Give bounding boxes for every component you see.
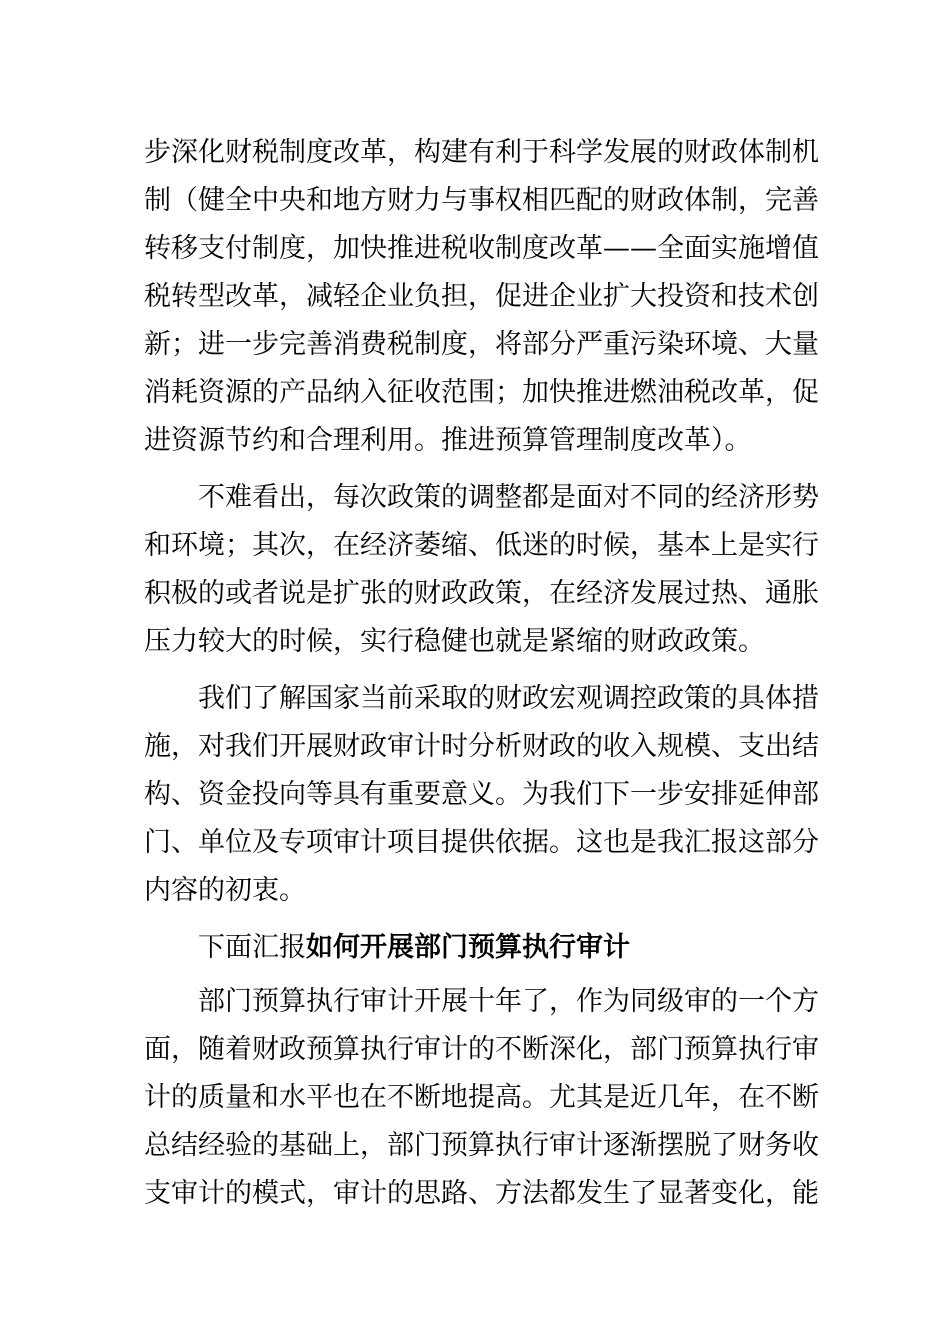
text-line: 面，随着财政预算执行审计的不断深化，部门预算执行审 [144,1034,819,1065]
heading-bold-title: 如何开展部门预算执行审计 [306,932,630,963]
text-line: 总结经验的基础上，部门预算执行审计逐渐摆脱了财务收 [144,1130,819,1161]
text-line: 消耗资源的产品纳入征收范围；加快推进燃油税改革，促 [144,377,819,408]
text-line: 步深化财税制度改革，构建有利于科学发展的财政体制机 [144,137,819,168]
text-line: 施，对我们开展财政审计时分析财政的收入规模、支出结 [144,731,819,762]
text-line: 门、单位及专项审计项目提供依据。这也是我汇报这部分 [144,827,819,858]
text-line: 新；进一步完善消费税制度，将部分严重污染环境、大量 [144,329,819,360]
text-line: 内容的初衷。 [144,875,306,906]
text-line: 进资源节约和合理利用。推进预算管理制度改革）。 [144,425,752,456]
text-line: 税转型改革，减轻企业负担，促进企业扩大投资和技术创 [144,281,819,312]
heading-prefix: 下面汇报 [198,932,306,963]
text-line: 转移支付制度，加快推进税收制度改革——全面实施增值 [144,233,819,264]
text-line: 和环境；其次，在经济萎缩、低迷的时候，基本上是实行 [144,530,819,561]
text-line: 不难看出，每次政策的调整都是面对不同的经济形势 [198,482,819,513]
text-line: 制（健全中央和地方财力与事权相匹配的财政体制，完善 [144,185,819,216]
text-line: 支审计的模式，审计的思路、方法都发生了显著变化，能 [144,1178,819,1209]
text-line: 压力较大的时候，实行稳健也就是紧缩的财政政策。 [144,626,765,657]
text-line: 构、资金投向等具有重要意义。为我们下一步安排延伸部 [144,779,819,810]
text-line: 积极的或者说是扩张的财政政策，在经济发展过热、通胀 [144,578,819,609]
section-heading [198,930,808,966]
text-line: 计的质量和水平也在不断地提高。尤其是近几年，在不断 [144,1082,819,1113]
text-line: 我们了解国家当前采取的财政宏观调控政策的具体措 [198,683,819,714]
text-line: 部门预算执行审计开展十年了，作为同级审的一个方 [198,986,819,1017]
